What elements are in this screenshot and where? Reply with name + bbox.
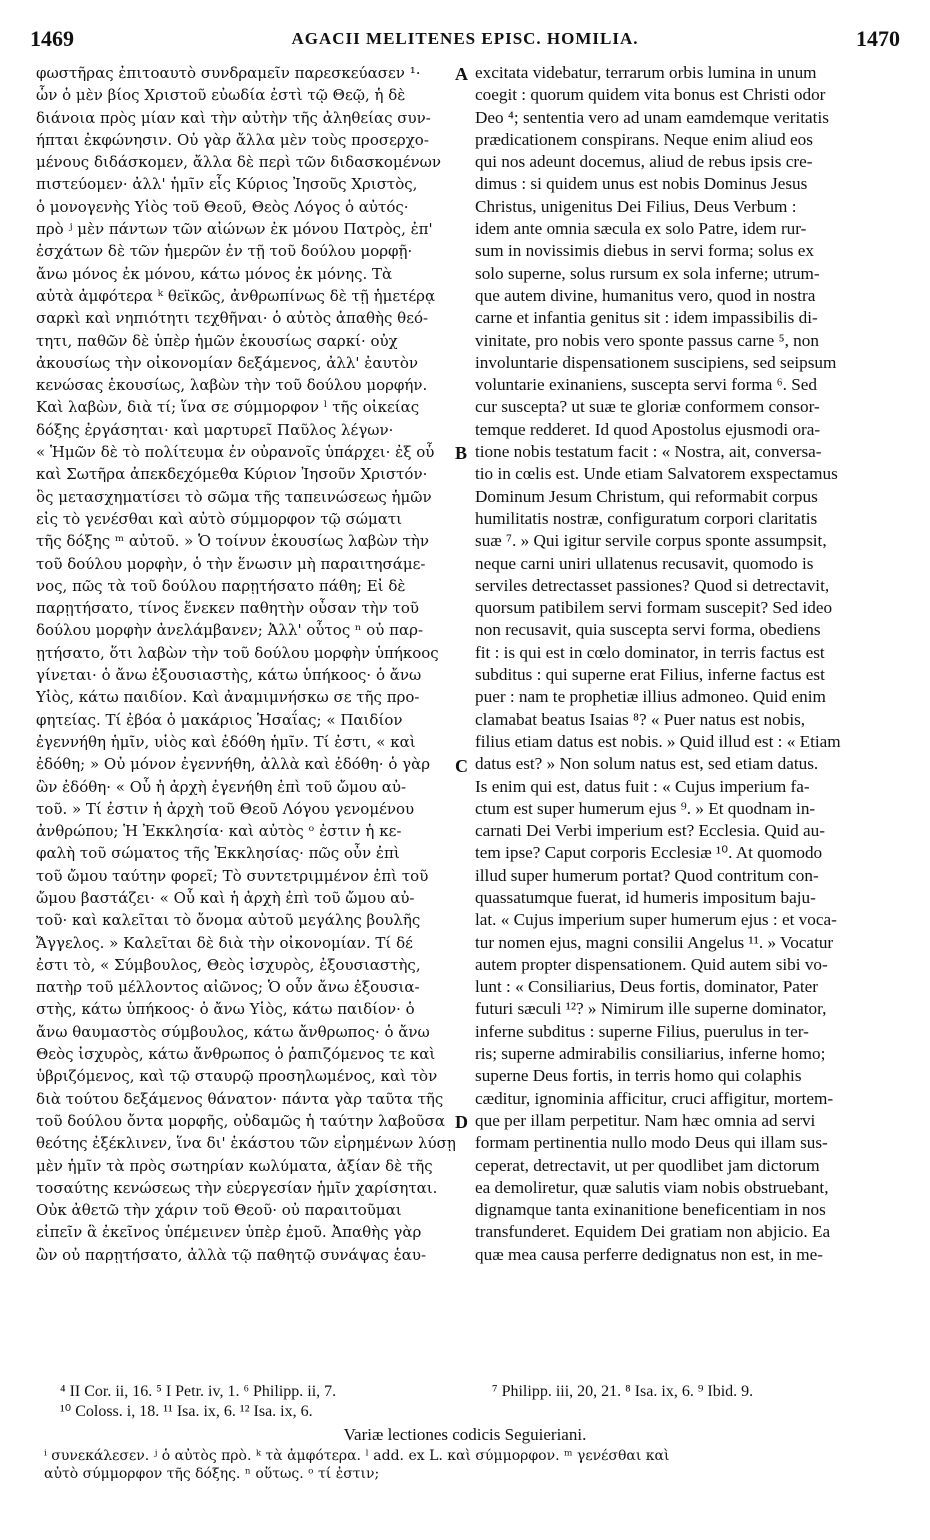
greek-text-column xyxy=(36,62,456,1266)
latin-text-line: cur suscepta? ut suæ te gloriæ conformem consor- xyxy=(475,397,820,417)
greek-text-line: ῃτήσατο, ὅτι λαβὼν τὴν τοῦ δούλου μορφὴν ὑπήκοος xyxy=(36,643,439,662)
latin-text-line: quassatumque fuerat, id humeris impositum baju- xyxy=(475,887,816,907)
greek-text-line: καὶ Σωτῆρα ἀπεκδεχόμεθα Κύριον Ἰησοῦν Χριστόν· xyxy=(36,465,428,484)
latin-text-line: ea demoliretur, quæ salutis viam nobis obstruebant, xyxy=(475,1177,829,1197)
variae-line: αὐτὸ σύμμορφον τῆς δόξης. ⁿ οὕτως. ᵒ τί ἐστιν; xyxy=(44,1466,380,1482)
greek-text-line: ὑβριζόμενος, καὶ τῷ σταυρῷ προσηλωμένος, καὶ τὸν xyxy=(36,1067,438,1086)
variae-lectiones xyxy=(44,1447,904,1483)
greek-text-line: Καὶ λαβὼν, διὰ τί; ἵνα σε σύμμορφον ˡ τῆς οἰκείας xyxy=(36,398,420,417)
latin-text-line: futuri sæculi ¹²? » Nimirum ille superne dominator, xyxy=(475,999,827,1019)
latin-text-line: que autem divine, humanitus vero, quod in nostra xyxy=(475,285,816,305)
greek-text-line: τοῦ· καὶ καλεῖται τὸ ὄνομα αὐτοῦ μεγάλης βουλῆς xyxy=(36,911,421,930)
greek-text-line: ὢν ἐδόθη· « Οὗ ἡ ἀρχὴ ἐγενήθη ἐπὶ τοῦ ὤμου αὐ- xyxy=(36,777,407,796)
latin-text-line: suæ ⁷. » Qui igitur servile corpus sponte assumpsit, xyxy=(475,531,827,551)
section-marker-a: A xyxy=(455,64,468,84)
footnote-line: ¹⁰ Coloss. i, 18. ¹¹ Isa. ix, 6. ¹² Isa. ix, 6. xyxy=(60,1403,313,1420)
section-marker-d: D xyxy=(455,1112,468,1132)
greek-text-line: κενώσας ἑκουσίως, λαβὼν τὴν τοῦ δούλου μορφήν. xyxy=(36,376,428,395)
greek-text-line: ἀκουσίως τὴν οἰκονομίαν δεξάμενος, ἀλλ' ἑαυτὸν xyxy=(36,353,419,372)
greek-text-line: ὃς μετασχηματίσει τὸ σῶμα τῆς ταπεινώσεως ἡμῶν xyxy=(36,487,432,506)
greek-text-line: τοῦ δούλου μορφὴν, ὁ τὴν ἕνωσιν μὴ παραιτησάμε- xyxy=(36,554,426,573)
greek-text-line: ἄνω μόνος ἐκ μόνου, κάτω μόνος ἐκ μόνης. Τὰ xyxy=(36,264,393,283)
latin-text-line: ctum est super humerum ejus ⁹. » Et quodnam in- xyxy=(475,798,816,818)
latin-text-line: transfunderet. Equidem Dei gratiam non abjicio. Ea xyxy=(475,1222,831,1242)
greek-text-line: μένους διδάσκομεν, ἄλλα δὲ περὶ τῶν διδασκομένων xyxy=(36,153,441,172)
latin-text-line: carne et infantia genitus sit : idem impassibilis di- xyxy=(475,308,818,328)
latin-text-line: ris; superne admirabilis consiliarius, inferne homo; xyxy=(475,1044,826,1064)
greek-text-line: ὧν ὁ μὲν βίος Χριστοῦ εὐωδία ἐστὶ τῷ Θεῷ, ἡ δὲ xyxy=(36,86,406,105)
latin-text-line: illud super humerum portat? Quod contritum con- xyxy=(475,865,819,885)
latin-text-line: clamabat beatus Isaias ⁸? « Puer natus est nobis, xyxy=(475,709,806,729)
greek-text-line: ὁ μονογενὴς Υἱὸς τοῦ Θεοῦ, Θεὸς Λόγος ὁ αὐτός· xyxy=(36,197,409,216)
page-number-left: 1469 xyxy=(30,26,74,51)
latin-text-line: quæ mea causa perferre dedignatus non est, in me- xyxy=(475,1244,823,1264)
latin-text-line: fit : is qui est in cœlo dominator, in terris factus est xyxy=(475,642,825,662)
latin-text-line: puer : nam te prophetiæ illius admoneo. Quid enim xyxy=(475,687,826,707)
latin-text-line: quorsum patibilem servi formam suscepit? Sed ideo xyxy=(475,598,833,618)
greek-text-line: τητι, παθῶν δὲ ὑπὲρ ἡμῶν ἑκουσίως σαρκί· οὐχ xyxy=(36,331,398,350)
greek-text-line: πρὸ ʲ μὲν πάντων τῶν αἰώνων ἐκ μόνου Πατρὸς, ἐπ' xyxy=(36,220,433,239)
greek-text-line: παρῃτήσατο, τίνος ἕνεκεν παθητὴν οὖσαν τὴν τοῦ xyxy=(36,599,419,618)
latin-text-line: coegit : quorum quidem vita bonus est Christi odor xyxy=(475,85,826,105)
greek-text-line: στὴς, κάτω ὑπήκοος· ὁ ἄνω Υἱὸς, κάτω παιδίον· ὁ xyxy=(36,1000,415,1019)
greek-text-line: εἰπεῖν ἃ ἐκεῖνος ὑπέμεινεν ὑπὲρ ἐμοῦ. Ἀπαθὴς γὰρ xyxy=(36,1223,422,1242)
latin-text-line: Is enim qui est, datus fuit : « Cujus imperium fa- xyxy=(475,776,810,796)
latin-text-line: inferne subditus : superne Filius, puerulus in ter- xyxy=(475,1021,809,1041)
latin-text-line: voluntarie exinaniens, suscepta servi forma ⁶. Sed xyxy=(475,375,818,395)
latin-text-line: tione nobis testatum facit : « Nostra, ait, conversa- xyxy=(475,442,822,462)
latin-text-line: humilitatis nostræ, configuratum corpori claritatis xyxy=(475,508,818,528)
greek-text-line: πατὴρ τοῦ μέλλοντος αἰῶνος; Ὁ οὖν ἄνω ἐξουσια- xyxy=(36,978,420,997)
latin-text-line: Deo ⁴; sententia vero ad unam eamdemque veritatis xyxy=(475,107,829,127)
greek-text-line: ὢν οὐ παρῃτήσατο, ἀλλὰ τῷ παθητῷ συνάψας ἑαυ- xyxy=(36,1245,427,1264)
greek-text-line: γίνεται· ὁ ἄνω ἐξουσιαστὴς, κάτω ὑπήκοος· ὁ ἄνω xyxy=(36,666,422,685)
latin-text-line: neque carni uniri ullatenus recusavit, quomodo is xyxy=(475,553,814,573)
section-marker-c: C xyxy=(455,756,468,776)
latin-text-line: involuntarie dispensationem suscipiens, sed seipsum xyxy=(475,352,837,372)
footnotes-left xyxy=(60,1382,460,1422)
latin-text-line: sum in novissimis diebus in servi forma; solus ex xyxy=(475,241,814,261)
page-header xyxy=(30,26,900,56)
section-marker-b: B xyxy=(455,443,468,463)
greek-text-line: ἐσχάτων δὲ τῶν ἡμερῶν ἐν τῇ τοῦ δούλου μορφῇ· xyxy=(36,242,413,261)
greek-text-line: φαλὴ τοῦ σώματος τῆς Ἐκκλησίας· πῶς οὖν ἐπὶ xyxy=(36,844,400,863)
latin-text-line: filius etiam datus est nobis. » Quid illud est : « Etiam xyxy=(475,731,841,751)
greek-text-line: Ἄγγελος. » Καλεῖται δὲ διὰ τὴν οἰκονομίαν. Τί δέ xyxy=(36,933,413,952)
greek-text-line: ἀνθρώπου; Ἡ Ἐκκλησία· καὶ αὐτὸς ᵒ ἐστιν ἡ κε- xyxy=(36,822,402,841)
page-number-right: 1470 xyxy=(856,26,900,51)
latin-text-line: Dominum Jesum Christum, qui reformabit corpus xyxy=(475,486,818,506)
greek-text-line: μὲν ἡμῖν τὰ πρὸς σωτηρίαν κωλύματα, ἀξίαν δὲ τῆς xyxy=(36,1156,433,1175)
greek-text-line: αὐτὰ ἀμφότερα ᵏ θεϊκῶς, ἀνθρωπίνως δὲ τῇ ἡμετέρᾳ xyxy=(36,286,436,305)
latin-text-line: dignamque tanta exinanitione beneficentiam in nos xyxy=(475,1200,826,1220)
latin-text-line: carnati Dei Verbi imperium est? Ecclesia. Quid au- xyxy=(475,821,825,841)
greek-text-line: φητείας. Τί ἐβόα ὁ μακάριος Ἡσαΐας; « Παιδίον xyxy=(36,710,403,729)
greek-text-line: τοσαύτης κενώσεως τὴν εὐεργεσίαν ἡμῖν χαρίσηται. xyxy=(36,1178,438,1197)
latin-text-line: tem ipse? Caput corporis Ecclesiæ ¹⁰. At quomodo xyxy=(475,843,823,863)
footnote-line: ⁷ Philipp. iii, 20, 21. ⁸ Isa. ix, 6. ⁹ Ibid. 9. xyxy=(492,1383,754,1400)
latin-text-line: idem ante omnia sæcula ex solo Patre, idem rur- xyxy=(475,219,807,239)
latin-text-line: serviles detrectasset passiones? Quod si detrectavit, xyxy=(475,575,830,595)
latin-text-line: non recusavit, quia suscepta servi forma, obediens xyxy=(475,620,821,640)
latin-text-line: temque redderet. Id quod Apostolus ejusmodi ora- xyxy=(475,419,821,439)
greek-text-line: Θεὸς ἰσχυρὸς, κάτω ἄνθρωπος ὁ ῥαπιζόμενος τε καὶ xyxy=(36,1045,436,1064)
greek-text-line: διὰ τούτου δεξάμενος θάνατον· πάντα γὰρ ταῦτα τῆς xyxy=(36,1089,444,1108)
footnote-line: ⁴ II Cor. ii, 16. ⁵ I Petr. iv, 1. ⁶ Philipp. ii, 7. xyxy=(60,1383,337,1400)
latin-text-line: lunt : « Consiliarius, Deus fortis, dominator, Pater xyxy=(475,977,819,997)
latin-text-line: tio in cœlis est. Unde etiam Salvatorem exspectamus xyxy=(475,464,838,484)
greek-text-line: ἐδόθη; » Οὐ μόνον ἐγεννήθη, ἀλλὰ καὶ ἐδόθη· ὁ γὰρ xyxy=(36,755,431,774)
latin-text-line: tur nomen ejus, magni consilii Angelus ¹¹. » Vocatur xyxy=(475,932,834,952)
latin-text-line: autem propter dispensationem. Quid autem sibi vo- xyxy=(475,954,828,974)
latin-text-line: excitata videbatur, terrarum orbis lumina in unum xyxy=(475,63,817,82)
latin-text-line: que per illam perpetitur. Nam hæc omnia ad servi xyxy=(475,1110,816,1130)
greek-text-line: « Ἡμῶν δὲ τὸ πολίτευμα ἐν οὐρανοῖς ὑπάρχει· ἐξ οὗ xyxy=(36,443,435,462)
latin-text-line: dimus : si quidem unus est nobis Dominus Jesus xyxy=(475,174,808,194)
variae-line: ⁱ συνεκάλεσεν. ʲ ὁ αὐτὸς πρὸ. ᵏ τὰ ἀμφότερα. ˡ add. ex L. καὶ σύμμορφον. ᵐ γενέσθαι καὶ xyxy=(44,1448,670,1464)
greek-text-line: ἄνω θαυμαστὸς σύμβουλος, κάτω ἄνθρωπος· ὁ ἄνω xyxy=(36,1022,430,1041)
greek-text-line: τοῦ δούλου ὄντα μορφῆς, οὐδαμῶς ἡ ταύτην λαβοῦσα xyxy=(36,1111,445,1130)
greek-text-line: πιστεύομεν· ἀλλ' ἡμῖν εἷς Κύριος Ἰησοῦς Χριστὸς, xyxy=(36,175,418,194)
latin-text-line: lat. « Cujus imperium super humerum ejus : et voca- xyxy=(475,910,837,930)
latin-text-line: formam pertinentia nullo modo Deus qui illam sus- xyxy=(475,1133,828,1153)
greek-text-line: δόξης ἐργάσηται· καὶ μαρτυρεῖ Παῦλος λέγων· xyxy=(36,420,394,439)
greek-text-line: διάνοια πρὸς μίαν καὶ τὴν αὐτὴν τῆς ἀληθείας συν- xyxy=(36,108,431,127)
greek-text-line: Υἱὸς, κάτω παιδίον. Καὶ ἀναμιμνήσκω σε τῆς προ- xyxy=(36,688,420,707)
greek-text-line: θεότης ἐξέκλινεν, ἵνα δι' ἑκάστου τῶν εἰρημένων λύσῃ xyxy=(36,1134,456,1153)
latin-text-line: superne Deus fortis, in terris homo qui colaphis xyxy=(475,1066,802,1086)
greek-text-line: ἐστι τὸ, « Σύμβουλος, Θεὸς ἰσχυρὸς, ἐξουσιαστὴς, xyxy=(36,955,421,974)
greek-text-line: τοῦ ὤμου ταύτην φορεῖ; Τὸ συντετριμμένον ἐπὶ τοῦ xyxy=(36,866,429,885)
latin-text-line: cæditur, ignominia afficitur, cruci affigitur, mortem- xyxy=(475,1088,834,1108)
greek-text-line: φωστῆρας ἐπιτοαυτὸ συνδραμεῖν παρεσκεύασεν ¹· xyxy=(36,64,421,82)
greek-text-line: ὤμου βαστάζει· « Οὗ καὶ ἡ ἀρχὴ ἐπὶ τοῦ ὤμου αὐ- xyxy=(36,888,415,907)
greek-text-line: εἰς τὸ γενέσθαι καὶ αὐτὸ σύμμορφον τῷ σώματι xyxy=(36,509,403,528)
latin-text-line: datus est? » Non solum natus est, sed etiam datus. xyxy=(475,754,819,774)
latin-text-line: subditus : qui superne erat Filius, inferne factus est xyxy=(475,665,825,685)
latin-text-line: Christus, unigenitus Dei Filius, Deus Verbum : xyxy=(475,196,797,216)
greek-text-line: τῆς δόξης ᵐ αὐτοῦ. » Ὁ τοίνυν ἑκουσίως λαβὼν τὴν xyxy=(36,532,429,551)
greek-text-line: ἐγεννήθη ἡμῖν, υἱὸς καὶ ἐδόθη ἡμῖν. Τί ἐστι, « καὶ xyxy=(36,732,416,751)
greek-text-line: Οὐκ ἀθετῶ τὴν χάριν τοῦ Θεοῦ· οὐ παραιτοῦμαι xyxy=(36,1201,402,1220)
latin-text-line: ceperat, detrectavit, ut per quodlibet jam dictorum xyxy=(475,1155,820,1175)
latin-text-line: solo superne, solus rursum ex sola inferne; utrum- xyxy=(475,263,820,283)
latin-text-line: vinitate, pro nobis vero sponte passus carne ⁵, non xyxy=(475,330,819,350)
greek-text-line: τοῦ. » Τί ἐστιν ἡ ἀρχὴ τοῦ Θεοῦ Λόγου γενομένου xyxy=(36,799,415,818)
variae-lectiones-title: Variæ lectiones codicis Seguieriani. xyxy=(343,1425,587,1444)
greek-text-line: νος, πῶς τὰ τοῦ δούλου παρῃτήσατο πάθη; Εἰ δὲ xyxy=(36,576,406,595)
latin-text-line: qui nos adeunt docemus, aliud de rebus ipsis cre- xyxy=(475,152,813,172)
latin-text-line: prædicationem conspirans. Neque enim aliud eos xyxy=(475,129,813,149)
footnotes-right xyxy=(492,1382,902,1402)
running-title: AGACII MELITENES EPISC. HOMILIA. xyxy=(291,29,639,48)
latin-text-column xyxy=(475,62,900,1266)
greek-text-line: δούλου μορφὴν ἀνελάμβανεν; Ἀλλ' οὗτος ⁿ οὐ παρ- xyxy=(36,621,424,640)
greek-text-line: σαρκὶ καὶ νηπιότητι τεχθῆναι· ὁ αὐτὸς ἀπαθὴς θεό- xyxy=(36,309,429,328)
greek-text-line: ήπται ἐκφώνησιν. Οὐ γὰρ ἄλλα μὲν τοὺς προσερχο- xyxy=(36,130,429,149)
